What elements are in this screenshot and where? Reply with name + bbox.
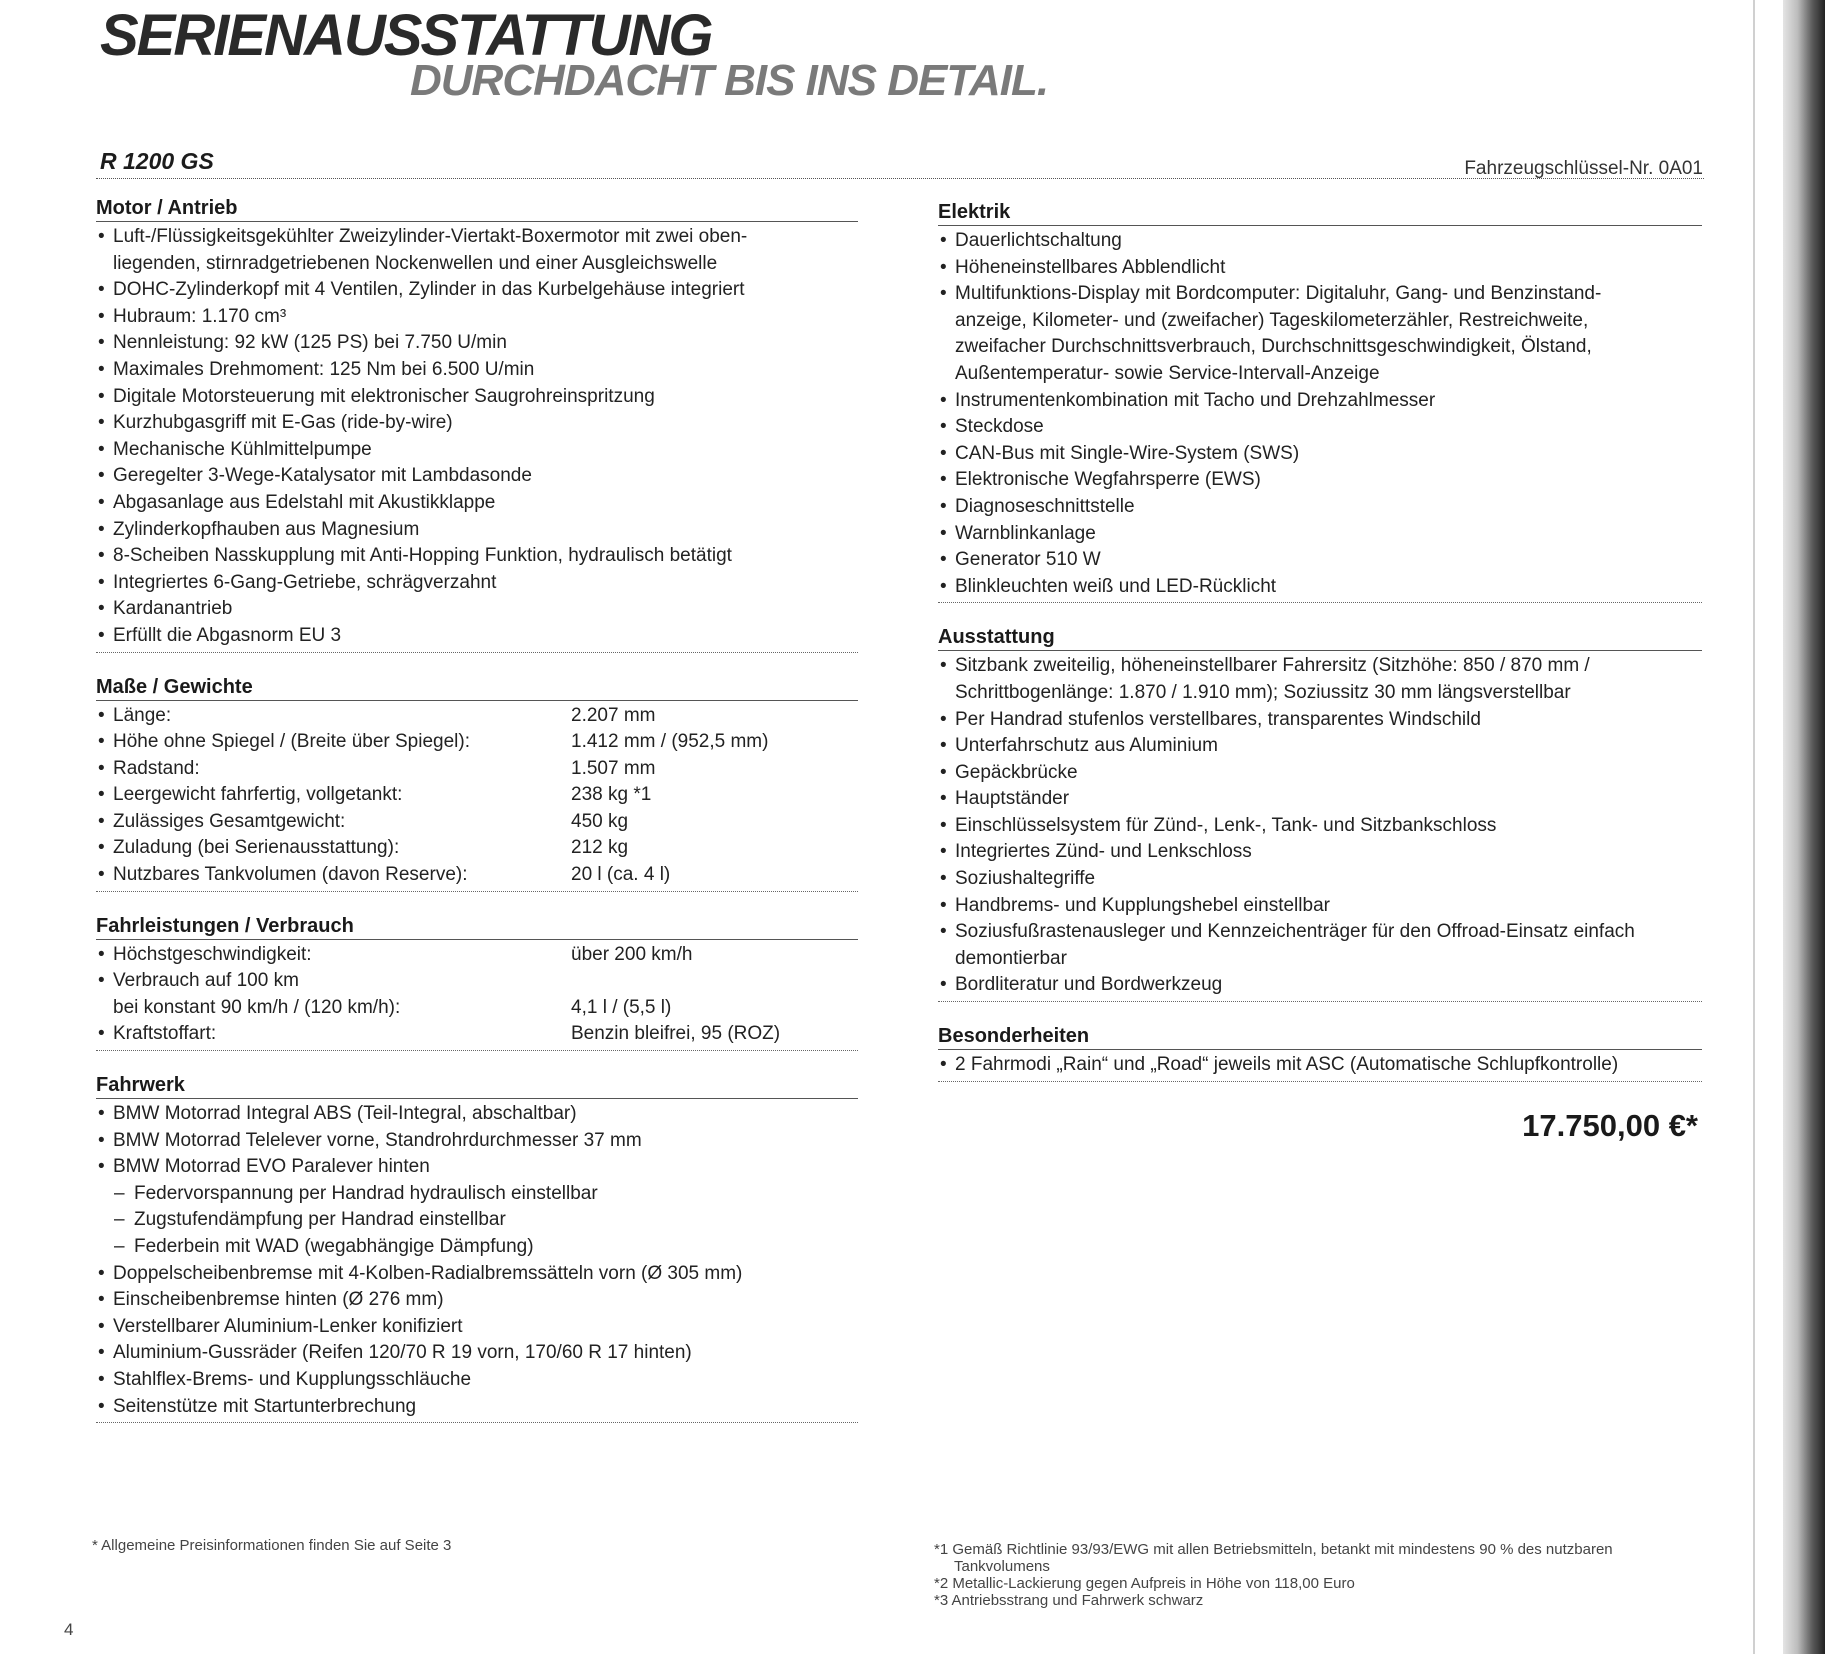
list-item: • Soziusfußrastenausleger und Kennzeichenträger für den Offroad-Einsatz einfach bbox=[938, 919, 1702, 946]
page-fold-line bbox=[1753, 0, 1755, 1654]
table-row bbox=[96, 942, 858, 969]
spec-label: bei konstant 90 km/h / (120 km/h): bbox=[113, 996, 401, 1018]
section-motor bbox=[96, 196, 858, 653]
spec-value: 2.207 mm bbox=[571, 704, 656, 726]
list-item: • Gepäckbrücke bbox=[938, 760, 1702, 787]
list-item: • Bordliteratur und Bordwerkzeug bbox=[938, 972, 1702, 999]
motor-list bbox=[96, 222, 858, 653]
table-row bbox=[96, 703, 858, 730]
masse-list bbox=[96, 701, 858, 892]
spec-label: • Zuladung (bei Serienausstattung): bbox=[113, 837, 400, 859]
list-item: • Hubraum: 1.170 cm³ bbox=[96, 304, 858, 331]
table-row bbox=[96, 729, 858, 756]
table-row bbox=[96, 756, 858, 783]
list-item: • Elektronische Wegfahrsperre (EWS) bbox=[938, 467, 1702, 494]
footnotes bbox=[934, 1541, 1654, 1609]
table-row bbox=[96, 835, 858, 862]
ausstattung-list bbox=[938, 651, 1702, 1002]
list-item: • Luft-/Flüssigkeitsgekühlter Zweizylinder-Viertakt-Boxermotor mit zwei oben- bbox=[96, 224, 858, 251]
list-item: • Einschlüsselsystem für Zünd-, Lenk-, Tank- und Sitzbankschloss bbox=[938, 813, 1702, 840]
list-item: • Seitenstütze mit Startunterbrechung bbox=[96, 1394, 858, 1421]
spec-value bbox=[571, 968, 858, 995]
list-item: • Einscheibenbremse hinten (Ø 276 mm) bbox=[96, 1287, 858, 1314]
spec-value: 450 kg bbox=[571, 810, 629, 832]
section-fahrwerk bbox=[96, 1073, 858, 1423]
list-item: • Steckdose bbox=[938, 414, 1702, 441]
list-item: zweifacher Durchschnittsverbrauch, Durchschnittsgeschwindigkeit, Ölstand, bbox=[955, 336, 1592, 358]
list-item: • Aluminium-Gussräder (Reifen 120/70 R 19 vorn, 170/60 R 17 hinten) bbox=[96, 1340, 858, 1367]
spec-value: 1.507 mm bbox=[571, 757, 656, 779]
spec-label: • Radstand: bbox=[113, 757, 200, 779]
list-item: • Diagnoseschnittstelle bbox=[938, 494, 1702, 521]
fahrwerk-list bbox=[96, 1099, 858, 1423]
list-item: • Generator 510 W bbox=[938, 547, 1702, 574]
section-title-fahrwerk: Fahrwerk bbox=[96, 1073, 858, 1099]
spec-label: • Länge: bbox=[113, 704, 172, 726]
table-row bbox=[96, 809, 858, 836]
list-item: • Soziushaltegriffe bbox=[938, 866, 1702, 893]
table-row bbox=[96, 968, 858, 995]
vehicle-key: Fahrzeugschlüssel-Nr. 0A01 bbox=[1464, 158, 1703, 179]
list-item: • 8-Scheiben Nasskupplung mit Anti-Hopping Funktion, hydraulisch betätigt bbox=[96, 543, 858, 570]
spec-label: • Zulässiges Gesamtgewicht: bbox=[113, 810, 346, 832]
list-item: • BMW Motorrad Telelever vorne, Standrohrdurchmesser 37 mm bbox=[96, 1128, 858, 1155]
price: 17.750,00 €* bbox=[1522, 1108, 1698, 1143]
page-edge-shadow bbox=[1783, 0, 1825, 1654]
list-subitem: – Federbein mit WAD (wegabhängige Dämpfung) bbox=[96, 1234, 858, 1261]
list-item: • Kardanantrieb bbox=[96, 596, 858, 623]
list-item: • Handbrems- und Kupplungshebel einstellbar bbox=[938, 893, 1702, 920]
table-row bbox=[96, 782, 858, 809]
spec-label: • Leergewicht fahrfertig, vollgetankt: bbox=[113, 784, 403, 806]
section-title-besonderheiten: Besonderheiten bbox=[938, 1024, 1702, 1050]
list-item: • 2 Fahrmodi „Rain“ und „Road“ jeweils mit ASC (Automatische Schlupfkontrolle) bbox=[938, 1052, 1702, 1079]
list-item: Schrittbogenlänge: 1.870 / 1.910 mm); Soziussitz 30 mm längsverstellbar bbox=[955, 681, 1571, 703]
list-item: liegenden, stirnradgetriebenen Nockenwellen und einer Ausgleichswelle bbox=[113, 252, 718, 274]
footnote-1: *1 Gemäß Richtlinie 93/93/EWG mit allen Betriebsmitteln, betankt mit mindestens 90 % des nutzbaren Tankvolumens bbox=[934, 1541, 1613, 1575]
list-item: • Blinkleuchten weiß und LED-Rücklicht bbox=[938, 574, 1702, 601]
page-number: 4 bbox=[64, 1620, 74, 1639]
list-item: • Zylinderkopfhauben aus Magnesium bbox=[96, 517, 858, 544]
list-subitem: – Federvorspannung per Handrad hydraulisch einstellbar bbox=[96, 1181, 858, 1208]
section-besonderheiten bbox=[938, 1024, 1702, 1082]
footnote-2: *2 Metallic-Lackierung gegen Aufpreis in Höhe von 118,00 Euro bbox=[934, 1575, 1355, 1592]
left-column bbox=[96, 196, 858, 1445]
list-item: • Per Handrad stufenlos verstellbares, transparentes Windschild bbox=[938, 707, 1702, 734]
table-row bbox=[96, 995, 858, 1022]
spec-value: 20 l (ca. 4 l) bbox=[571, 864, 671, 886]
section-masse bbox=[96, 675, 858, 892]
list-item: • CAN-Bus mit Single-Wire-System (SWS) bbox=[938, 441, 1702, 468]
list-item: • Verstellbarer Aluminium-Lenker konifiziert bbox=[96, 1314, 858, 1341]
list-item: • Warnblinkanlage bbox=[938, 521, 1702, 548]
spec-label: • Verbrauch auf 100 km bbox=[113, 970, 299, 992]
spec-label: • Nutzbares Tankvolumen (davon Reserve): bbox=[113, 864, 468, 886]
list-item: • Digitale Motorsteuerung mit elektronischer Saugrohreinspritzung bbox=[96, 384, 858, 411]
spec-value: 238 kg *1 bbox=[571, 784, 652, 806]
list-item: • Maximales Drehmoment: 125 Nm bei 6.500 U/min bbox=[96, 357, 858, 384]
fahrleistung-list bbox=[96, 940, 858, 1051]
section-elektrik bbox=[938, 200, 1702, 603]
elektrik-list bbox=[938, 226, 1702, 603]
list-subitem: – Zugstufendämpfung per Handrad einstellbar bbox=[96, 1207, 858, 1234]
spec-value: 1.412 mm / (952,5 mm) bbox=[571, 731, 769, 753]
section-title-masse: Maße / Gewichte bbox=[96, 675, 858, 701]
model-name: R 1200 GS bbox=[100, 148, 214, 174]
list-item: • Erfüllt die Abgasnorm EU 3 bbox=[96, 623, 858, 650]
section-title-elektrik: Elektrik bbox=[938, 200, 1702, 226]
spec-label: • Höhe ohne Spiegel / (Breite über Spiegel): bbox=[113, 731, 471, 753]
list-item: anzeige, Kilometer- und (zweifacher) Tageskilometerzähler, Restreichweite, bbox=[955, 309, 1589, 331]
list-item: • Integriertes Zünd- und Lenkschloss bbox=[938, 839, 1702, 866]
spec-value: 212 kg bbox=[571, 837, 629, 859]
list-item: • Abgasanlage aus Edelstahl mit Akustikklappe bbox=[96, 490, 858, 517]
list-item: • Mechanische Kühlmittelpumpe bbox=[96, 437, 858, 464]
list-item: • Stahlflex-Brems- und Kupplungsschläuche bbox=[96, 1367, 858, 1394]
list-item: • DOHC-Zylinderkopf mit 4 Ventilen, Zylinder in das Kurbelgehäuse integriert bbox=[96, 277, 858, 304]
footnote-price-info: * Allgemeine Preisinformationen finden Sie auf Seite 3 bbox=[92, 1537, 452, 1554]
page-title: SERIENAUSSTATTUNG bbox=[100, 3, 712, 68]
page-subtitle: DURCHDACHT BIS INS DETAIL. bbox=[410, 56, 1049, 105]
spec-value: Benzin bleifrei, 95 (ROZ) bbox=[571, 1023, 781, 1045]
model-divider bbox=[96, 178, 1704, 179]
right-column bbox=[938, 200, 1702, 1104]
list-item: • Geregelter 3-Wege-Katalysator mit Lambdasonde bbox=[96, 463, 858, 490]
list-item: • Doppelscheibenbremse mit 4-Kolben-Radialbremssätteln vorn (Ø 305 mm) bbox=[96, 1261, 858, 1288]
list-item: • Sitzbank zweiteilig, höheneinstellbarer Fahrersitz (Sitzhöhe: 850 / 870 mm / bbox=[938, 653, 1702, 680]
list-item: • Dauerlichtschaltung bbox=[938, 228, 1702, 255]
list-item: • BMW Motorrad EVO Paralever hinten bbox=[96, 1154, 858, 1181]
list-item: • Integriertes 6-Gang-Getriebe, schrägverzahnt bbox=[96, 570, 858, 597]
list-item: • Instrumentenkombination mit Tacho und Drehzahlmesser bbox=[938, 388, 1702, 415]
table-row bbox=[96, 1021, 858, 1048]
besonderheiten-list bbox=[938, 1050, 1702, 1082]
spec-value: über 200 km/h bbox=[571, 943, 693, 965]
spec-label: • Kraftstoffart: bbox=[113, 1023, 217, 1045]
footnote-3: *3 Antriebsstrang und Fahrwerk schwarz bbox=[934, 1592, 1204, 1609]
list-item: • BMW Motorrad Integral ABS (Teil-Integral, abschaltbar) bbox=[96, 1101, 858, 1128]
table-row bbox=[96, 862, 858, 889]
list-item: • Unterfahrschutz aus Aluminium bbox=[938, 733, 1702, 760]
list-item: • Multifunktions-Display mit Bordcomputer: Digitaluhr, Gang- und Benzinstand- bbox=[938, 281, 1702, 308]
list-item: • Höheneinstellbares Abblendlicht bbox=[938, 255, 1702, 282]
list-item: Außentemperatur- sowie Service-Intervall-Anzeige bbox=[955, 362, 1380, 384]
spec-label: • Höchstgeschwindigkeit: bbox=[113, 943, 312, 965]
spec-value: 4,1 l / (5,5 l) bbox=[571, 996, 672, 1018]
section-title-fahrleistung: Fahrleistungen / Verbrauch bbox=[96, 914, 858, 940]
section-ausstattung bbox=[938, 625, 1702, 1002]
list-item: • Nennleistung: 92 kW (125 PS) bei 7.750 U/min bbox=[96, 330, 858, 357]
section-title-motor: Motor / Antrieb bbox=[96, 196, 858, 222]
list-item: • Hauptständer bbox=[938, 786, 1702, 813]
list-item: demontierbar bbox=[955, 947, 1067, 969]
section-fahrleistung bbox=[96, 914, 858, 1051]
list-item: • Kurzhubgasgriff mit E-Gas (ride-by-wire) bbox=[96, 410, 858, 437]
section-title-ausstattung: Ausstattung bbox=[938, 625, 1702, 651]
